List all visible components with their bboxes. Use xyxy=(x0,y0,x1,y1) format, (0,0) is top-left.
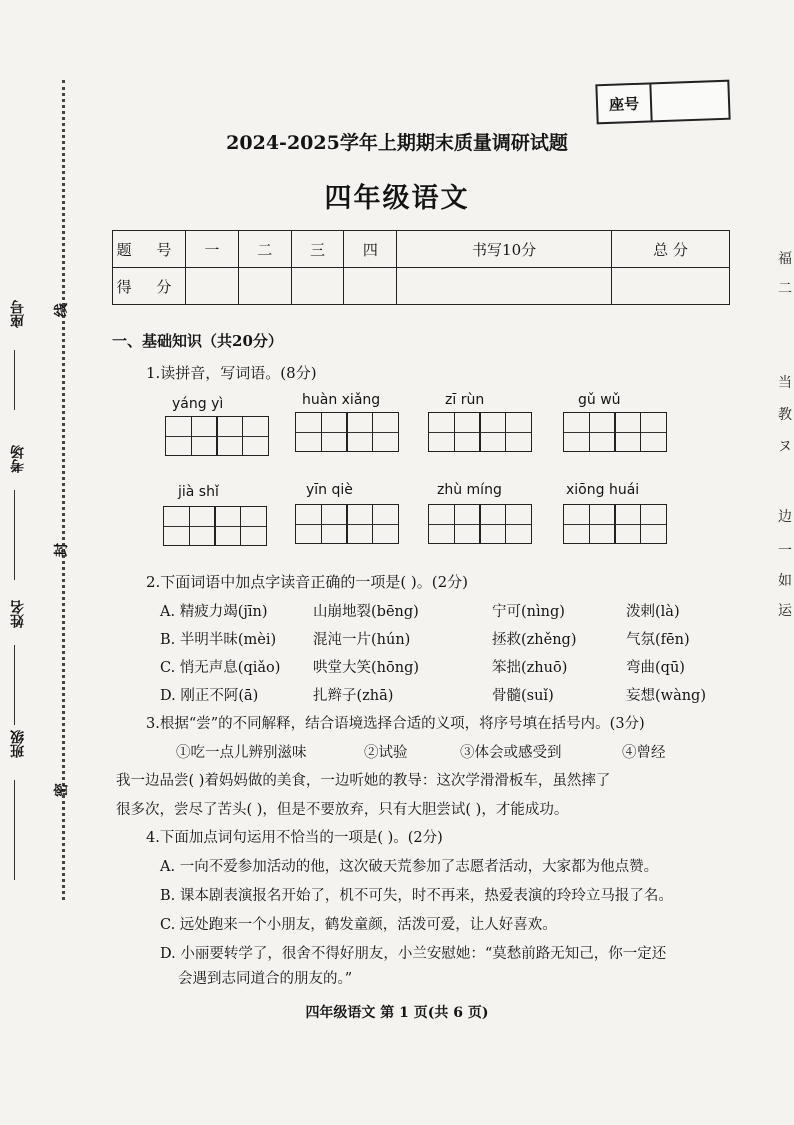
q4-option-d-line-2: 会遇到志同道合的朋友的。” xyxy=(178,971,353,987)
q3-choice-4: ④曾经 xyxy=(622,745,666,761)
character-grid[interactable] xyxy=(563,504,667,544)
character-grid[interactable] xyxy=(428,504,532,544)
option-d-4: 妄想(wàng) xyxy=(626,688,706,704)
edge-char: 福 xyxy=(778,251,792,267)
side-underline xyxy=(14,780,15,880)
question-1-title: 1.读拼音，写词语。(8分) xyxy=(146,364,317,382)
edge-char: ヌ xyxy=(778,439,792,455)
score-input-cell[interactable] xyxy=(344,268,397,305)
q4-option-d-line-1: D. 小丽要转学了，很舍不得好朋友，小兰安慰她：“莫愁前路无知己，你一定还 xyxy=(160,946,667,962)
q3-text-line-2: 很多次，尝尽了苦头( )，但是不要放弃，只有大胆尝试( )，才能成功。 xyxy=(116,802,569,818)
edge-char: 如 xyxy=(778,573,792,589)
pinyin-label: huàn xiǎng xyxy=(302,392,381,408)
seat-label: 座号 xyxy=(597,84,652,122)
edge-char: 一 xyxy=(778,543,792,559)
score-header-cell: 总 分 xyxy=(611,231,729,268)
character-grid[interactable] xyxy=(563,412,667,452)
option-d-3: 骨髓(suǐ) xyxy=(492,688,554,704)
option-c-2: 哄堂大笑(hōng) xyxy=(313,660,420,676)
option-a-3: 宁可(nìng) xyxy=(492,604,565,620)
option-b-3: 拯救(zhěng) xyxy=(492,632,577,648)
exam-title: 2024-2025学年上期期末质量调研试题 xyxy=(226,132,568,154)
score-input-cell[interactable] xyxy=(397,268,612,305)
pinyin-label: yáng yì xyxy=(172,396,224,412)
score-header-cell: 二 xyxy=(238,231,291,268)
pinyin-label: gǔ wǔ xyxy=(578,392,621,408)
side-underline xyxy=(14,350,15,410)
side-label-name: 姓名 xyxy=(10,600,26,628)
character-grid[interactable] xyxy=(295,412,399,452)
pinyin-label: zī rùn xyxy=(445,392,485,408)
edge-char: 边 xyxy=(778,509,792,525)
page-footer: 四年级语文 第 1 页(共 6 页) xyxy=(305,1005,489,1021)
side-underline xyxy=(14,490,15,580)
edge-char: 当 xyxy=(778,375,792,391)
q4-option-b: B. 课本剧表演报名开始了，机不可失，时不再来，热爱表演的玲玲立马报了名。 xyxy=(160,888,673,904)
option-d-1: D. 刚正不阿(ā) xyxy=(160,688,259,704)
pinyin-label: yīn qiè xyxy=(306,482,353,498)
side-label-seat: 座号 xyxy=(10,300,26,328)
section-title: 一、基础知识（共20分） xyxy=(112,332,283,350)
option-b-4: 气氛(fēn) xyxy=(626,632,690,648)
option-b-2: 混沌一片(hún) xyxy=(313,632,411,648)
question-3-title: 3.根据“尝”的不同解释，结合语境选择合适的义项，将序号填在括号内。(3分) xyxy=(146,716,645,732)
character-grid[interactable] xyxy=(295,504,399,544)
edge-char: 二 xyxy=(778,281,792,297)
question-2-title: 2.下面词语中加点字读音正确的一项是( )。(2分) xyxy=(146,573,469,591)
score-input-cell[interactable] xyxy=(291,268,344,305)
seat-number-box[interactable] xyxy=(595,80,730,125)
score-input-cell[interactable] xyxy=(611,268,729,305)
seal-char-line: 线 xyxy=(54,303,70,317)
option-b-1: B. 半明半昧(mèi) xyxy=(160,632,277,648)
side-label-room: 考场 xyxy=(10,445,26,473)
score-header-row xyxy=(113,231,730,268)
pinyin-label: jià shǐ xyxy=(178,484,219,500)
side-underline xyxy=(14,645,15,725)
option-d-2: 扎辫子(zhā) xyxy=(313,688,394,704)
character-grid[interactable] xyxy=(165,416,269,456)
score-header-cell: 一 xyxy=(186,231,239,268)
score-value-row xyxy=(113,268,730,305)
score-input-cell[interactable] xyxy=(186,268,239,305)
q4-option-a: A. 一向不爱参加活动的他，这次破天荒参加了志愿者活动，大家都为他点赞。 xyxy=(160,859,659,875)
option-c-1: C. 悄无声息(qiǎo) xyxy=(160,660,281,676)
option-a-1: A. 精疲力竭(jīn) xyxy=(160,604,268,620)
edge-char: 运 xyxy=(778,603,792,619)
option-c-4: 弯曲(qū) xyxy=(626,660,685,676)
character-grid[interactable] xyxy=(428,412,532,452)
seal-char-secret: 密 xyxy=(54,783,70,797)
q3-choice-1: ①吃一点儿辨别滋味 xyxy=(176,745,307,761)
question-4-title: 4.下面加点词句运用不恰当的一项是( )。(2分) xyxy=(146,830,443,846)
q3-choice-3: ③体会或感受到 xyxy=(460,745,562,761)
pinyin-label: xiōng huái xyxy=(566,482,640,498)
score-header-cell: 四 xyxy=(344,231,397,268)
exam-subtitle: 四年级语文 xyxy=(324,183,470,214)
edge-char: 教 xyxy=(778,407,792,423)
score-table xyxy=(112,230,730,305)
score-row-label: 得 分 xyxy=(113,268,186,305)
q3-text-line-1: 我一边品尝( )着妈妈做的美食，一边听她的教导：这次学滑滑板车，虽然摔了 xyxy=(116,773,611,789)
character-grid[interactable] xyxy=(163,506,267,546)
score-header-cell: 题 号 xyxy=(113,231,186,268)
side-label-class: 班级 xyxy=(10,730,26,758)
score-input-cell[interactable] xyxy=(238,268,291,305)
score-header-cell: 三 xyxy=(291,231,344,268)
seal-char-seal: 封 xyxy=(54,543,70,557)
option-a-2: 山崩地裂(bēng) xyxy=(313,604,419,620)
q4-option-c: C. 远处跑来一个小朋友，鹤发童颜，活泼可爱，让人好喜欢。 xyxy=(160,917,557,933)
option-a-4: 泼剌(là) xyxy=(626,604,680,620)
score-header-cell: 书写10分 xyxy=(397,231,612,268)
option-c-3: 笨拙(zhuō) xyxy=(492,660,568,676)
q3-choice-2: ②试验 xyxy=(364,745,408,761)
pinyin-label: zhù míng xyxy=(437,482,502,498)
